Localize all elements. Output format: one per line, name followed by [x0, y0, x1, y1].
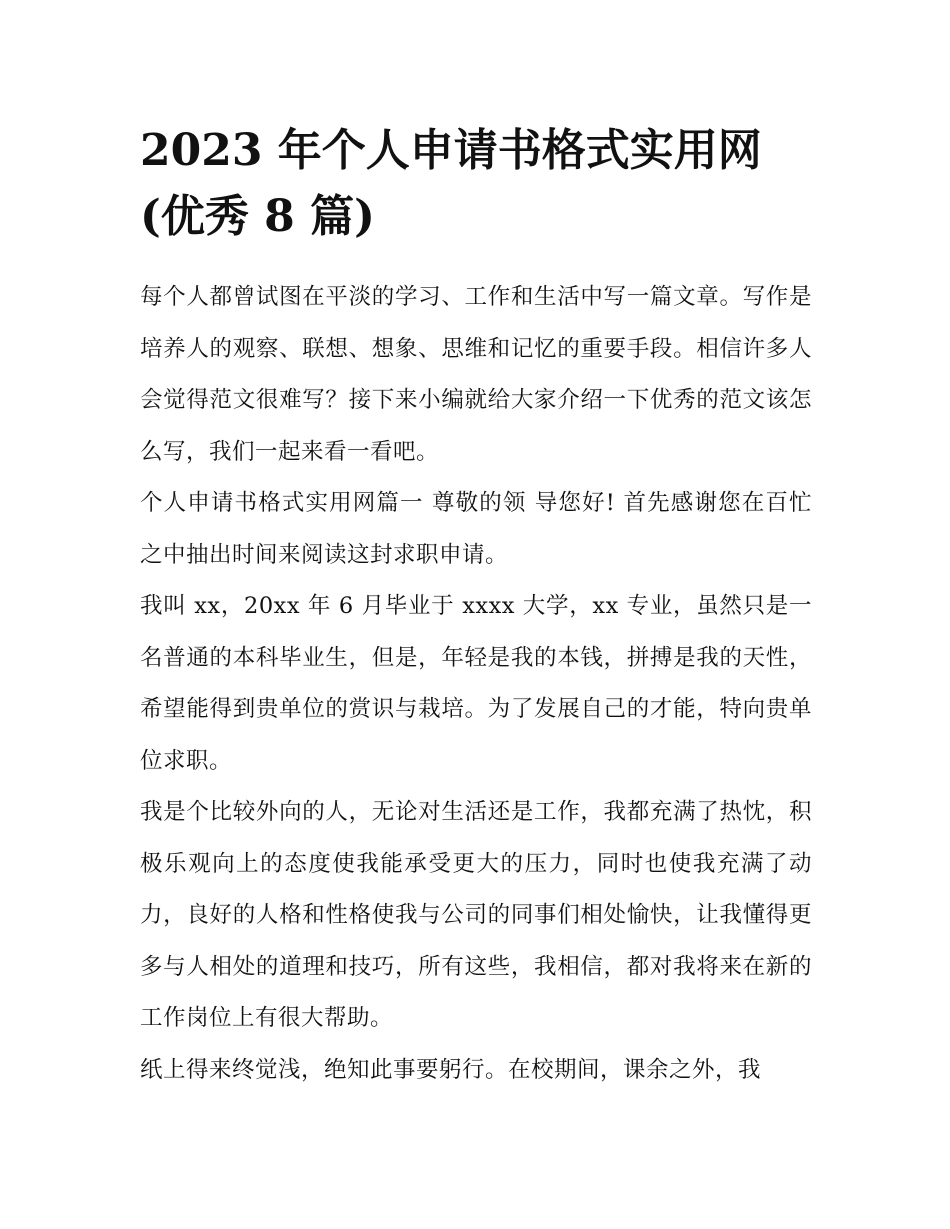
- document-body: [140, 272, 812, 1096]
- paragraph-practice: 纸上得来终觉浅，绝知此事要躬行。在校期间，课余之外，我: [140, 1056, 762, 1083]
- paragraph-greeting: 个人申请书格式实用网篇一 尊敬的领 导您好! 首先感谢您在百忙之中抽出时间来阅读这封求职申请。: [140, 490, 812, 568]
- paragraph-personality: 我是个比较外向的人，无论对生活还是工作，我都充满了热忱，积极乐观向上的态度使我能承受更大的压力，同时也使我充满了动力，良好的人格和性格使我与公司的同事们相处愉快，让我懂得更多与人相处的道理和技巧，所有这些，我相信，都对我将来在新的工作岗位上有很大帮助。: [140, 799, 812, 1031]
- document-page: [140, 118, 812, 1096]
- title-line-1: 2023 年个人申请书格式实用网: [140, 125, 762, 176]
- paragraph-self-intro: 我叫 xx，20xx 年 6 月毕业于 xxxx 大学，xx 专业，虽然只是一名普通的本科毕业生，但是，年轻是我的本钱，拼搏是我的天性，希望能得到贵单位的赏识与栽培。为了发展自己的才能，特向贵单位求职。: [140, 593, 812, 774]
- title-line-2: (优秀 8 篇): [140, 191, 375, 242]
- paragraph-intro: 每个人都曾试图在平淡的学习、工作和生活中写一篇文章。写作是培养人的观察、联想、想象、思维和记忆的重要手段。相信许多人会觉得范文很难写？接下来小编就给大家介绍一下优秀的范文该怎么写，我们一起来看一看吧。: [140, 284, 812, 465]
- document-title: [140, 118, 812, 250]
